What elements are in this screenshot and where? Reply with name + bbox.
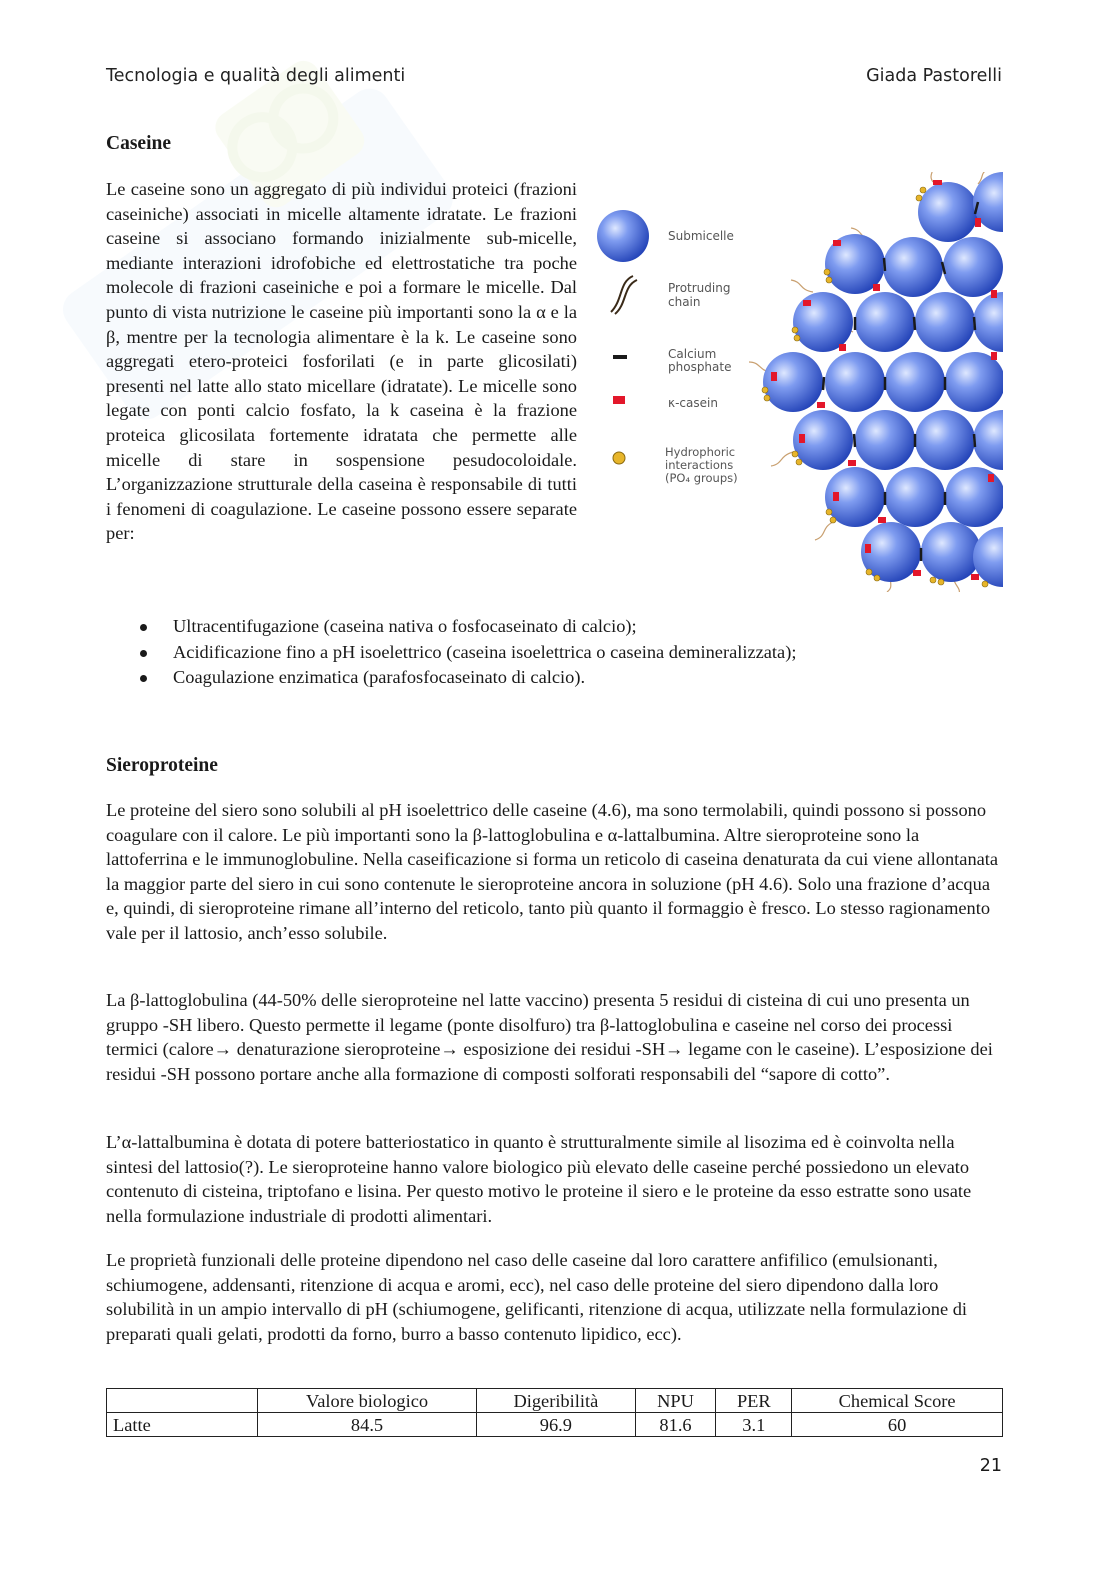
legend-calcium-2: phosphate (668, 360, 732, 374)
header-course-title: Tecnologia e qualità degli alimenti (106, 66, 406, 86)
table-cell: 3.1 (716, 1413, 792, 1437)
table-header-cell: Valore biologico (258, 1389, 477, 1413)
page-number: 21 (979, 1456, 1002, 1476)
table-cell: 96.9 (477, 1413, 636, 1437)
kcasein-legend-icon (613, 396, 625, 404)
protruding-chain-legend-icon (611, 276, 637, 314)
legend-protruding-1: Protruding (668, 281, 731, 295)
legend-submicelle: Submicelle (668, 229, 734, 243)
legend-hydro-3: (PO₄ groups) (665, 471, 738, 485)
table-header-row (107, 1389, 1003, 1413)
sieroproteine-paragraph-2: La β-lattoglobulina (44-50% delle sieroproteine nel latte vaccino) presenta 5 residui di cisteina di cui uno presenta un gruppo -SH libero. Questo permette il legame (ponte disolfuro) tra β-lattoglobulina e caseine nel corso dei processi termici (calore→ denaturazione sieroproteine→ esposizione dei residui -SH→ legame con le caseine). L’esposizione dei residui -SH possono portare anche alla formazione di composti solforati responsabili del “sapore di cotto”. (106, 990, 993, 1084)
caseine-paragraph: Le caseine sono un aggregato di più individui proteici (frazioni caseiniche) associati in micelle altamente idratate. Le frazioni caseine si associano formando inizialmente sub-micelle, mediante interazioni idrofobiche ed elettrostatiche tra poche molecole di frazioni caseiniche e poi a formare le micelle. Dal punto di vista nutrizione le caseine più importanti sono la α e la β, mentre per la tecnologia alimentare è la k. Le caseine sono aggregati etero-proteici fosforilati (e in parte glicosilati) presenti nel latte allo stato micellare (idratate). Le micelle sono legate con ponti calcio fosfato, la k caseina è la frazione proteica glicosilata fortemente idratata che permette alle micelle di stare in sospensione pesudocoloidale. L’organizzazione strutturale della caseina è responsabile di tutti i fenomeni di coagulazione. Le caseine possono essere separate per: (106, 179, 577, 544)
bullet-icon (140, 624, 147, 631)
header-author: Giada Pastorelli (866, 66, 1002, 86)
list-item: Ultracentifugazione (caseina nativa o fosfocaseinato di calcio); (106, 614, 796, 640)
sieroproteine-paragraph-1: Le proteine del siero sono solubili al pH isoelettrico delle caseine (4.6), ma sono termolabili, quindi possono si possono coagulare con il calore. Le più importanti sono la β-lattoglobulina e α-lattalbumina. Altre sieroproteine sono la lattoferrina e le immunoglobuline. Nella caseificazione si forma un reticolo di caseina denaturata da cui viene allontanata la maggior parte del siero in cui sono contenute le sieroproteine ancora in soluzione (pH 4.6). Solo una frazione d’acqua e, quindi, di sieroproteine rimane all’interno del reticolo, tanto più quanto il formaggio è fresco. Lo stesso ragionamento vale per il lattosio, anch’esso solubile. (106, 800, 999, 943)
table-header-cell: Chemical Score (792, 1389, 1003, 1413)
table-header-cell: NPU (635, 1389, 716, 1413)
list-item: Coagulazione enzimatica (parafosfocaseinato di calcio). (106, 665, 796, 691)
submicelle-legend-icon (597, 210, 649, 262)
legend-calcium-1: Calcium (668, 347, 717, 361)
table-cell: Latte (107, 1413, 258, 1437)
page-header (106, 66, 1002, 92)
legend-kcasein: κ-casein (668, 396, 718, 410)
bullet-icon (140, 650, 147, 657)
table-header-cell (107, 1389, 258, 1413)
separation-methods-list (106, 614, 796, 691)
sieroproteine-paragraph-3: L’α-lattalbumina è dotata di potere batteriostatico in quanto è strutturalmente simile al lisozima ed è coinvolta nella sintesi del lattosio(?). Le sieroproteine hanno valore biologico più elevato delle caseine perché possiedono un elevato contenuto di cisteina, triptofano e lisina. Per questo motivo le proteine il siero e le proteine da esso estratte sono usate nella formulazione industriale di prodotti alimentari. (106, 1132, 972, 1226)
legend-hydro-1: Hydrophoric (665, 445, 736, 459)
legend-hydro-2: interactions (665, 458, 734, 472)
section-title-caseine: Caseine (106, 133, 171, 154)
hydrophobic-legend-icon (613, 452, 625, 464)
micelle-cluster (749, 172, 1003, 592)
table-header-cell: PER (716, 1389, 792, 1413)
table-header-cell: Digeribilità (477, 1389, 636, 1413)
list-item: Acidificazione fino a pH isoelettrico (caseina isoelettrica o caseina demineralizzata); (106, 640, 796, 666)
calcium-phosphate-legend-icon (613, 355, 627, 359)
table-cell: 60 (792, 1413, 1003, 1437)
nutrition-table (106, 1388, 1003, 1437)
legend-protruding-2: chain (668, 295, 701, 309)
table-row (107, 1413, 1003, 1437)
bullet-icon (140, 675, 147, 682)
table-cell: 84.5 (258, 1413, 477, 1437)
section-title-sieroproteine: Sieroproteine (106, 755, 218, 776)
casein-micelle-figure (593, 172, 1003, 592)
table-cell: 81.6 (635, 1413, 716, 1437)
sieroproteine-paragraph-4: Le proprietà funzionali delle proteine dipendono nel caso delle caseine dal loro carattere anfifilico (emulsionanti, schiumogene, addensanti, ritenzione di acqua e aromi, ecc), nel caso delle proteine del siero dipendono dalla loro solubilità in un ampio intervallo di pH (schiumogene, gelificanti, ritenzione di acqua, utilizzate nella formulazione di preparati quali gelati, prodotti da forno, burro a basso contenuto lipidico, ecc). (106, 1250, 968, 1344)
